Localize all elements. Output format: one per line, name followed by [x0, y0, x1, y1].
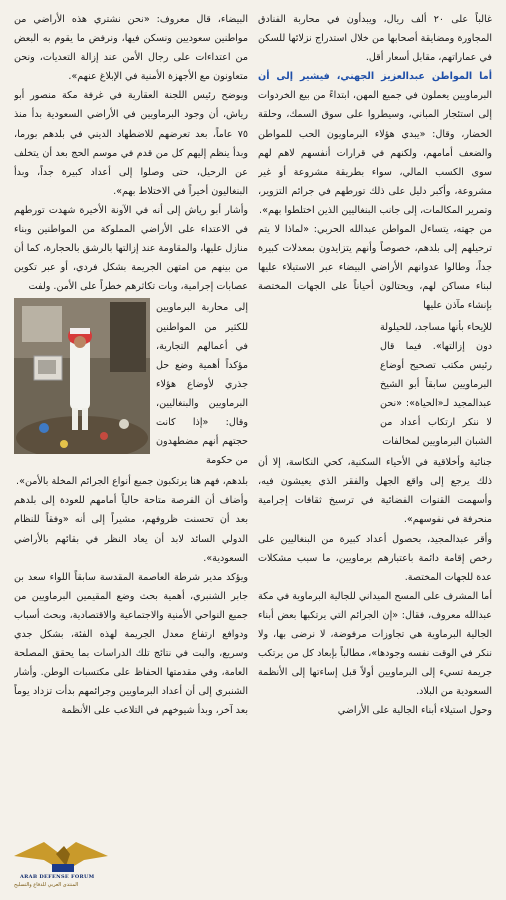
- paragraph: ويؤكد مدير شرطة العاصمة المقدسة سابقاً اللواء سعد بن جابر الشنبري، أهمية بحث وضع المقيمين البرماويين من جميع النواحي الأمنية والاجتماعية والاقتصادية، وبحث أسباب ودوافع ارتفاع معدل الجريمة لهذه الفئة، بشكل جدي وسريع، والبت في نتائج تلك الدراسات بما يحقق المصلحة العامة، وفي مقدمتها الحفاظ على مكتسبات الوطن. وأشار الشنبري إلى أن أعداد البرماويين وجرائمهم بدأت تزداد يوماً بعد آخر، وبدأ شيوخهم في التلاعب على الأنظمة: [14, 571, 248, 717]
- paragraph: [258, 67, 492, 220]
- photo-wrap-left: [14, 298, 248, 470]
- logo-subtitle: المنتدى العربي للدفاع والتسليح: [14, 882, 79, 888]
- paragraph: جنائية وأخلاقية في الأحياء السكنية، كحي النكاسة، إلا أن ذلك يرجع إلى واقع الجهل والفقر الذي يعيشون فيه، وأسهمت القنوات الفضائية في ترسيخ ثقافات إجرامية منحرفة في نفوسهم».: [258, 457, 492, 526]
- paragraph: وأشار أبو رياش إلى أنه في الآونة الأخيرة شهدت تورطهم في الاعتداء على الأراضي المملوكة من المواطنين وبناء منازل عليها، والمقاومة عند إزالتها بالرشق بالحجارة، كما أن من بينهم من امتهن الجريمة بشكل فردي، أو عبر تكوين عصابات إجرامية، وبات تكاثرهم خطراً على الأمن. ولفت: [14, 204, 248, 293]
- logo-name: ARAB DEFENSE FORUM: [20, 874, 95, 880]
- watermark-logo: [4, 836, 122, 894]
- paragraph: ويوضح رئيس اللجنة العقارية في غرفة مكة منصور أبو رياش، أن وجود البرماويين في الأراضي السعودية بدأ منذ ٧٥ عاماً، بعد تعرضهم للاضطهاد الديني في بلدهم بورما، وبدأ ينظم إليهم كل من قدم في موسم الحج بعد أن يتخلف عن الرحيل، حتى وصلوا إلى أعداد كبيرة جداً، وبدأ البنغاليون أخيراً في الاختلاط بهم».: [14, 90, 248, 197]
- inline-text-left: إلى محاربة البرماويين للكثير من المواطنين في أعمالهم التجارية، مؤكداً أهمية وضع حل جذري لأوضاع هؤلاء البرماويين والبنغاليين، وقال: «إذا كانت حجتهم أنهم مضطهدون من حكومة: [156, 302, 248, 467]
- paragraph: غالباً على ٢٠ ألف ريال، ويبدأون في محاربة الفنادق المجاورة ومضايقة أصحابها من خلال استدراج نزلائها للسكن في عماراتهم، مقابل أسعار أقل.: [258, 14, 492, 64]
- paragraph-text: البرماويين يعملون في جميع المهن، ابتداءً من بيع الخردوات إلى استئجار المباني، وسيطروا على سوق السمك، وحلقة الخضار، وقال: «يبدي هؤلاء البرماويون الحب للمواطن والضعف أمامهم، ولكنهم في قرارات أنفسهم لاهم لهم سوى الكسب المالي، سواء بطريقة مشروعة أو غير مشروعة، وأكبر دليل على ذلك تورطهم في جرائم التزوير، وتمرير المكالمات، إلى جانب البنغاليين الذين اختلطوا بهم».: [258, 90, 492, 216]
- photo-wrap-right: [258, 318, 492, 452]
- paragraph: أما المشرف على المسح الميداني للجالية البرماوية في مكة عبدالله معروف، فقال: «إن الجرائم التي يرتكبها بعض أبناء الجالية البرماوية هي تجاوزات مرفوضة، لا نرضى بها، ولا ننكر في الوقت نفسه وجودها»، مطالباً بإبعاد كل من يرتكب جريمة تسيء إلى البرماويين أولاً قبل إساءتها إلى الأنظمة السعودية من البلاد.: [258, 590, 492, 698]
- paragraph: وأقر عبدالمجيد، بحصول أعداد كبيرة من البنغاليين على رخص إقامة دائمة باعتبارهم برماويين، ما سبب مشكلات عدة للجهات المختصة.: [258, 533, 492, 583]
- paragraph: بلدهم، فهم هنا يرتكبون جميع أنواع الجرائم المخلة بالأمن».: [16, 476, 248, 488]
- paragraph: من جهته، يتساءل المواطن عبدالله الحربي: «لماذا لا يتم ترحيلهم إلى بلدهم، خصوصاً وأنهم يتزايدون بمعدلات كبيرة جداً، وطالوا عدوانهم الأراضي البيضاء عبر الاستيلاء عليها لبناء مساكن لهم، ويحتالون أحياناً على الجهات المختصة بإنشاء مآذن عليها: [258, 224, 492, 312]
- paragraph: وأضاف أن الفرصة متاحة حالياً أمامهم للعودة إلى بلدهم بعد أن تحسنت ظروفهم، مشيراً إلى أنه «وفقاً للنظام الدولي السائد لابد أن يعاد النظر في بقائهم بالأراضي السعودية».: [14, 495, 248, 564]
- news-photo: [14, 298, 150, 454]
- article-column-right: [258, 10, 492, 892]
- news-photo-illustration: [14, 298, 150, 454]
- inline-text-right: للإيحاء بأنها مساجد، للحيلولة دون إزالتها». فيما قال رئيس مكتب تصحيح أوضاع البرماويين سابقاً أبو الشيخ عبدالمجيد لـ«الحياة»: «نحن لا ننكر ارتكاب أعداد من الشبان البرماويين لمخالفات: [380, 321, 492, 448]
- article-column-left: [14, 10, 248, 892]
- paragraph: وحول استيلاء أبناء الجالية على الأراضي: [337, 705, 492, 717]
- highlighted-quote-lead: أما المواطن عبدالعزيز الجهني، فيشير إلى أن: [258, 71, 492, 83]
- paragraph: البيضاء، قال معروف: «نحن نشتري هذه الأراضي من مواطنين سعوديين ونسكن فيها، ونرفض ما يقوم به البعض من اعتداءات على رجال الأمن عند إزالة التعديات، ونحن متعاونون مع الأجهزة الأمنية في الإبلاغ عنهم».: [14, 14, 248, 83]
